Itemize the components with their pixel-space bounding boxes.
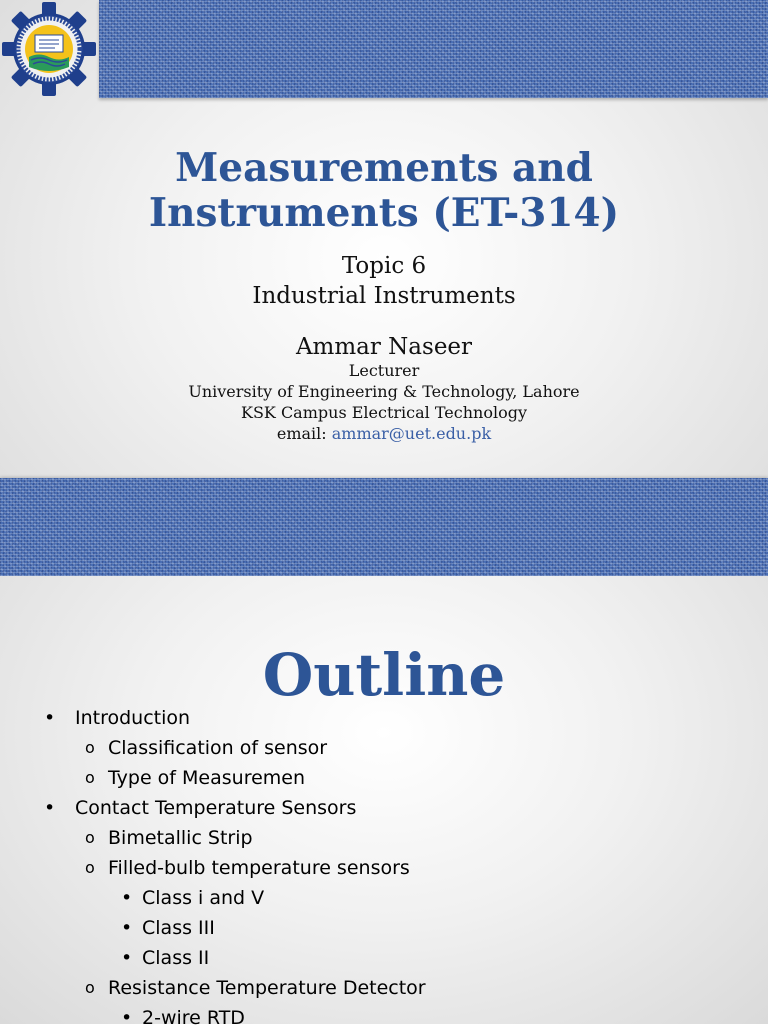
outline-item-text: 2-wire RTD bbox=[142, 1007, 245, 1029]
presentation-title: Measurements and Instruments (ET-314) bbox=[148, 145, 620, 236]
outline-item-text: Resistance Temperature Detector bbox=[108, 977, 426, 999]
outline-item bbox=[0, 913, 768, 943]
circle-bullet-icon: o bbox=[85, 978, 95, 997]
outline-item bbox=[0, 733, 768, 763]
email-link[interactable]: ammar@uet.edu.pk bbox=[331, 424, 492, 443]
outline-item bbox=[0, 883, 768, 913]
circle-bullet-icon: o bbox=[85, 738, 95, 757]
outline-item-text: Contact Temperature Sensors bbox=[75, 797, 357, 819]
outline-item-text: Bimetallic Strip bbox=[108, 827, 253, 849]
circle-bullet-icon: o bbox=[85, 828, 95, 847]
outline-item bbox=[0, 943, 768, 973]
outline-item bbox=[0, 1003, 768, 1033]
presenter-name: Ammar Naseer bbox=[295, 334, 473, 360]
outline-item bbox=[0, 823, 768, 853]
outline-item bbox=[0, 973, 768, 1003]
outline-item-text: Type of Measuremen bbox=[108, 767, 306, 789]
circle-bullet-icon: o bbox=[85, 858, 95, 877]
outline-item-text: Filled-bulb temperature sensors bbox=[108, 857, 410, 879]
circle-bullet-icon: o bbox=[85, 768, 95, 787]
outline-list bbox=[0, 703, 768, 1033]
outline-item-text: Introduction bbox=[75, 707, 191, 729]
outline-item-text: Class i and V bbox=[142, 887, 265, 909]
bottom-texture-band bbox=[0, 478, 768, 576]
outline-title: Outline bbox=[262, 641, 506, 709]
outline-item-text: Class III bbox=[142, 917, 215, 939]
topic-number: Topic 6 bbox=[341, 253, 427, 279]
dot-bullet-icon: • bbox=[44, 707, 56, 729]
outline-item-text: Classification of sensor bbox=[108, 737, 328, 759]
dot-bullet-icon: • bbox=[121, 887, 133, 909]
university-name: University of Engineering & Technology, Lahore bbox=[188, 382, 580, 401]
email-line bbox=[0, 424, 768, 444]
email-label: email: bbox=[276, 424, 332, 443]
outline-item bbox=[0, 793, 768, 823]
outline-item-text: Class II bbox=[142, 947, 210, 969]
presenter-role: Lecturer bbox=[348, 361, 420, 380]
university-crest-gear-icon bbox=[0, 0, 98, 98]
dot-bullet-icon: • bbox=[121, 947, 133, 969]
top-texture-band bbox=[99, 0, 768, 98]
campus-name: KSK Campus Electrical Technology bbox=[240, 403, 527, 422]
outline-item bbox=[0, 853, 768, 883]
topic-name: Industrial Instruments bbox=[252, 283, 516, 309]
dot-bullet-icon: • bbox=[44, 797, 56, 819]
dot-bullet-icon: • bbox=[121, 917, 133, 939]
outline-item bbox=[0, 763, 768, 793]
outline-item bbox=[0, 703, 768, 733]
dot-bullet-icon: • bbox=[121, 1007, 133, 1029]
